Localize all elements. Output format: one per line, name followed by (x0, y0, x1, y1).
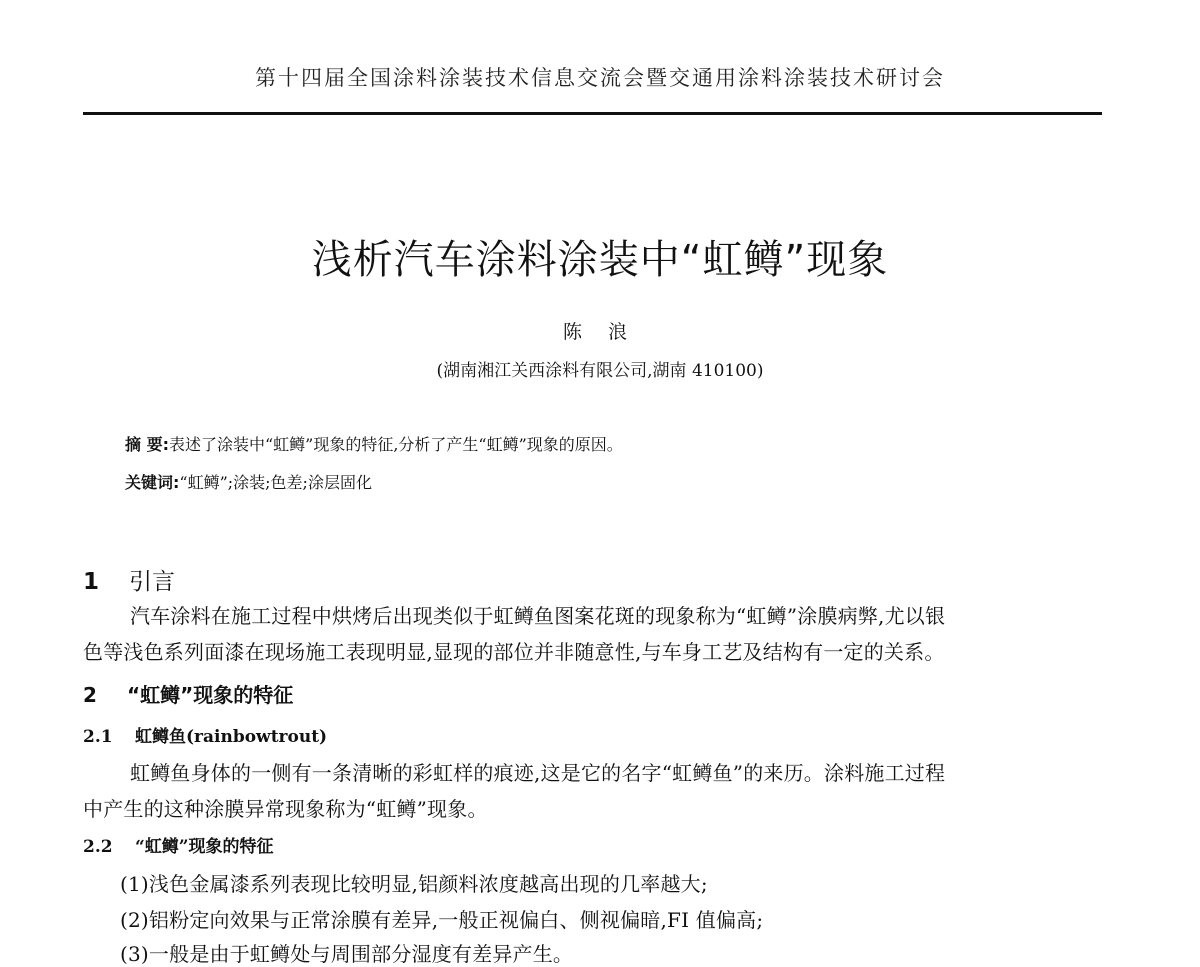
header-rule (83, 112, 1102, 115)
subsection-number: 2.2 (83, 837, 113, 857)
list-item: (2)铝粉定向效果与正常涂膜有差异,一般正视偏白、侧视偏暗,FI 值偏高; (120, 908, 764, 932)
section-title: 引言 (129, 569, 175, 595)
paper-title: 浅析汽车涂料涂装中“虹鳟”现象 (311, 237, 889, 283)
subsection-title: 虹鳟鱼(rainbowtrout) (135, 727, 328, 747)
section-number: 2 (83, 683, 97, 707)
abstract-text: 表述了涂装中“虹鳟”现象的特征,分析了产生“虹鳟”现象的原因。 (168, 435, 623, 454)
paragraph-line: 汽车涂料在施工过程中烘烤后出现类似于虹鳟鱼图案花斑的现象称为“虹鳟”涂膜病弊,尤以银 (130, 604, 946, 628)
section-1-heading (83, 563, 175, 596)
abstract-label: 摘 要: (125, 435, 169, 454)
subsection-title: “虹鳟”现象的特征 (135, 837, 274, 857)
subsection-number: 2.1 (83, 727, 113, 747)
section-number: 1 (83, 569, 100, 595)
running-header: 第十四届全国涂料涂装技术信息交流会暨交通用涂料涂装技术研讨会 (255, 66, 945, 90)
section-2-heading (83, 679, 293, 708)
subsection-2-2-heading (83, 832, 274, 857)
affiliation: (湖南湘江关西涂料有限公司,湖南 410100) (436, 361, 764, 381)
paragraph-line: 虹鳟鱼身体的一侧有一条清晰的彩虹样的痕迹,这是它的名字“虹鳟鱼”的来历。涂料施工过程 (130, 761, 946, 785)
keywords (125, 470, 372, 493)
abstract (125, 432, 623, 455)
paragraph-line: 中产生的这种涂膜异常现象称为“虹鳟”现象。 (83, 797, 488, 821)
list-item: (1)浅色金属漆系列表现比较明显,铝颜料浓度越高出现的几率越大; (120, 872, 708, 896)
author: 陈 浪 (562, 321, 638, 343)
keywords-text: “虹鳟”;涂装;色差;涂层固化 (179, 473, 372, 492)
list-item: (3)一般是由于虹鳟处与周围部分湿度有差异产生。 (120, 942, 574, 966)
paragraph-line: 色等浅色系列面漆在现场施工表现明显,显现的部位并非随意性,与车身工艺及结构有一定的关系。 (83, 640, 945, 664)
section-title: “虹鳟”现象的特征 (127, 683, 294, 707)
keywords-label: 关键词: (125, 473, 180, 492)
subsection-2-1-heading (83, 722, 327, 747)
